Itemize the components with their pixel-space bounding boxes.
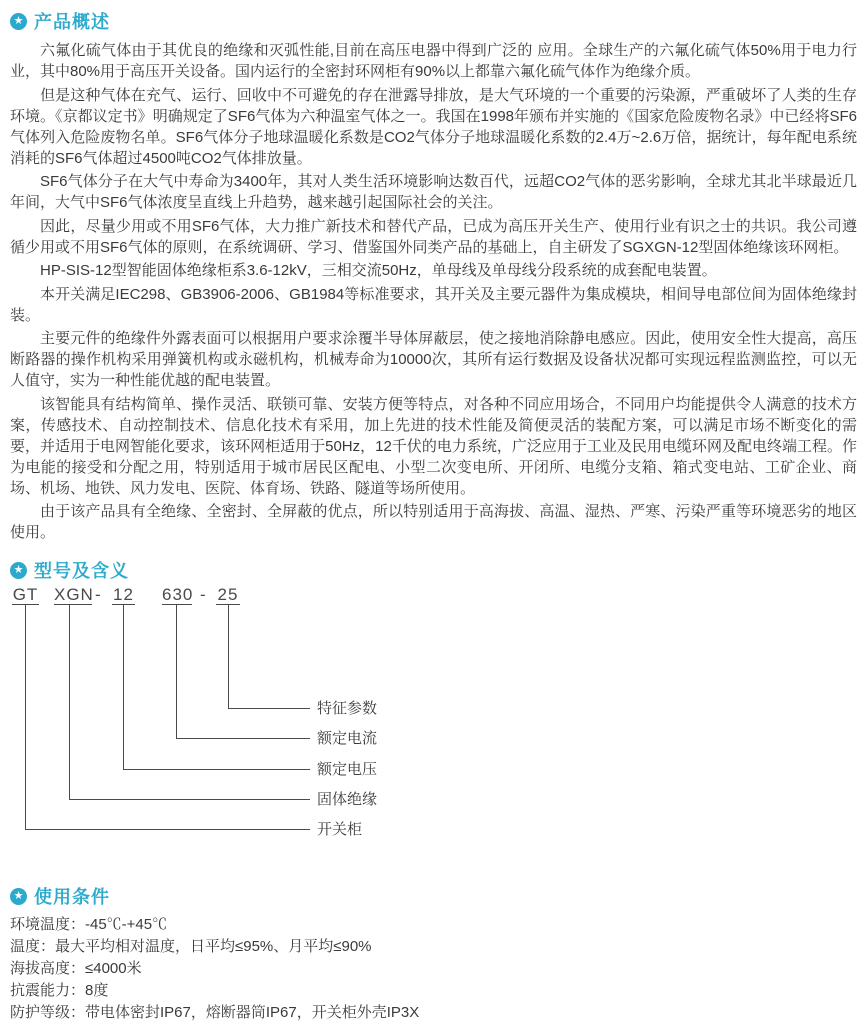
section-title-model: 型号及含义 (34, 561, 129, 581)
model-meaning-label: 开关柜 (317, 821, 363, 838)
star-circle-icon: ★ (10, 562, 27, 579)
star-circle-icon: ★ (10, 888, 27, 905)
overview-paragraph: HP-SIS-12型智能固体绝缘柜系3.6-12kV，三相交流50Hz，单母线及单母线分段系统的成套配电装置。 (40, 262, 717, 279)
model-segment-630: 630 (162, 585, 194, 604)
condition-item: 海拔高度：≤4000米 (10, 960, 142, 977)
condition-item: 环境温度：-45℃-+45℃ (10, 916, 168, 933)
overview-paragraph: 由于该产品具有全绝缘、全密封、全屏蔽的优点，所以特别适用于高海拔、高温、湿热、严寒、污染严重等环境恶劣的地区使用。 (10, 503, 857, 541)
model-segment-gt: GT (12, 585, 39, 604)
model-segment-12: 12 (113, 585, 134, 604)
section-title-overview: 产品概述 (34, 12, 110, 32)
overview-paragraph: 因此，尽量少用或不用SF6气体，大力推广新技术和替代产品，已成为高压开关生产、使用行业有识之士的共识。我公司遵循少用或不用SF6气体的原则，在系统调研、学习、借鉴国外同类产品的基础上，自主研发了SGXGN-12型固体绝缘该环网柜。 (10, 217, 857, 256)
section-header-overview (10, 10, 857, 32)
conditions-list (10, 914, 857, 1024)
section-title-conditions: 使用条件 (34, 887, 110, 907)
overview-paragraph: 六氟化硫气体由于其优良的绝缘和灭弧性能,目前在高压电器中得到广泛的 应用。全球生产的六氟化硫气体50%用于电力行业，其中80%用于高压开关设备。国内运行的全密封环网柜有90%以上都靠六氟化硫气体作为绝缘介质。 (10, 42, 857, 80)
overview-paragraph: SF6气体分子在大气中寿命为3400年，其对人类生活环境影响达数百代，远超CO2气体的恶劣影响，全球尤其北半球最近几年间，大气中SF6气体浓度呈直线上升趋势，越来越引起国际社会的关注。 (10, 173, 857, 211)
overview-paragraph: 该智能具有结构简单、操作灵活、联锁可靠、安装方便等特点，对各种不同应用场合，不同用户均能提供令人满意的技术方案，传感技术、自动控制技术、信息化技术有采用，加上先进的技术性能及简便灵活的装配方案，可以满足市场不断变化的需要，并适用于电网智能化要求，该环网柜适用于50Hz，12千伏的电力系统，广泛应用于工业及民用电缆环网及配电终端工程。作为电能的接受和分配之用，特别适用于城市居民区配电、小型二次变电所、开闭所、电缆分支箱、箱式变电站、工矿企业、商场、机场、地铁、风力发电、医院、体育场、铁路、隧道等场所使用。 (10, 395, 857, 497)
model-segment-25: 25 (217, 585, 239, 604)
model-meaning-label: 固体绝缘 (317, 791, 378, 808)
model-separator: - (200, 585, 206, 604)
section-header-model (10, 559, 857, 581)
star-circle-icon: ★ (10, 13, 27, 30)
connector-line-gt (25, 605, 310, 830)
section-header-conditions (10, 885, 857, 907)
model-meaning-label: 特征参数 (317, 700, 378, 717)
model-separator: - (95, 585, 101, 604)
model-meaning-label: 额定电流 (317, 730, 378, 747)
overview-paragraph: 主要元件的绝缘件外露表面可以根据用户要求涂覆半导体屏蔽层，使之接地消除静电感应。因此，使用安全性大提高，高压断路器的操作机构采用弹簧机构或永磁机构，机械寿命为10000次，其所有运行数据及设备状况都可实现远程监测监控，可以无人值守，实为一种性能优越的配电装置。 (10, 330, 857, 389)
model-meaning-label: 额定电压 (317, 761, 378, 778)
condition-item: 温度：最大平均相对温度，日平均≤95%、月平均≤90% (10, 938, 372, 955)
overview-paragraph: 本开关满足IEC298、GB3906-2006、GB1984等标准要求，其开关及主要元器件为集成模块，相间导电部位间为固体绝缘封装。 (10, 285, 857, 324)
condition-item: 抗震能力：8度 (10, 982, 109, 999)
overview-paragraphs (10, 40, 857, 543)
model-diagram (10, 585, 857, 847)
overview-paragraph: 但是这种气体在充气、运行、回收中不可避免的存在泄露导排放，是大气环境的一个重要的污染源，严重破坏了人类的生存环境。《京都议定书》明确规定了SF6气体为六种温室气体之一。我国在1998年颁布并实施的《国家危险废物名录》中已经将SF6气体列入危险废物名单。SF6气体分子地球温暖化系数是CO2气体分子地球温暖化系数的2.4万~2.6万倍，据统计，每年配电系统消耗的SF6气体超过4500吨CO2气体排放量。 (10, 86, 857, 167)
condition-item: 防护等级：带电体密封IP67，熔断器筒IP67，开关柜外壳IP3X (10, 1004, 420, 1021)
model-segment-xgn: XGN (54, 585, 94, 604)
